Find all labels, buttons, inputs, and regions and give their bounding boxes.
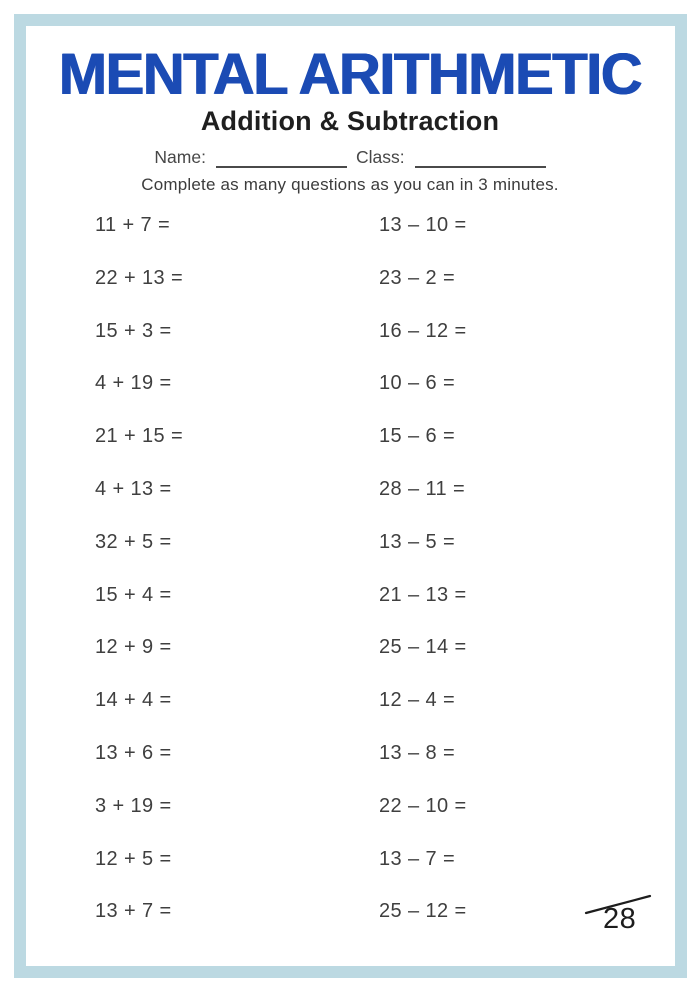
subtraction-problem: 12 – 4 =	[379, 689, 456, 712]
subtraction-problem: 13 – 8 =	[379, 741, 456, 764]
page-number-text: 28	[603, 903, 637, 935]
subtraction-problem: 13 – 10 =	[379, 214, 467, 236]
addition-problem: 14 + 4 =	[95, 689, 172, 712]
problems-grid	[95, 199, 645, 938]
addition-problem: 22 + 13 =	[95, 266, 184, 289]
addition-problem: 11 + 7 =	[95, 214, 171, 236]
problem-row	[95, 410, 645, 463]
problem-row	[95, 357, 645, 410]
worksheet-title: MENTAL ARITHMETIC	[58, 42, 642, 107]
subtraction-problem: 22 – 10 =	[379, 794, 467, 817]
subtraction-problem: 13 – 7 =	[379, 847, 456, 870]
problem-row	[95, 833, 645, 886]
class-blank-field	[415, 146, 546, 168]
addition-problem: 4 + 13 =	[95, 477, 172, 500]
problem-row	[95, 885, 645, 938]
subtraction-problem: 15 – 6 =	[379, 425, 456, 448]
problem-row	[95, 252, 645, 305]
problem-row	[95, 199, 645, 252]
problem-row	[95, 569, 645, 622]
problem-row	[95, 516, 645, 569]
class-label: Class:	[355, 147, 405, 167]
problem-row	[95, 305, 645, 358]
subtraction-problem: 23 – 2 =	[379, 266, 456, 289]
problem-row	[95, 463, 645, 516]
problem-row	[95, 727, 645, 780]
problem-row	[95, 674, 645, 727]
addition-problem: 13 + 6 =	[95, 741, 172, 764]
subtraction-problem: 21 – 13 =	[379, 583, 467, 606]
name-blank-field	[216, 146, 347, 168]
name-class-row	[0, 146, 700, 168]
subtraction-problem: 13 – 5 =	[379, 530, 456, 553]
addition-problem: 21 + 15 =	[95, 425, 184, 448]
addition-problem: 15 + 3 =	[95, 319, 172, 342]
addition-problem: 4 + 19 =	[95, 372, 172, 395]
addition-problem: 12 + 5 =	[95, 847, 172, 870]
problem-row	[95, 621, 645, 674]
instruction-text: Complete as many questions as you can in 3 minutes.	[141, 175, 559, 194]
subtraction-problem: 10 – 6 =	[379, 372, 456, 395]
subtraction-problem: 28 – 11 =	[379, 477, 466, 500]
page-number	[584, 892, 656, 944]
addition-problem: 12 + 9 =	[95, 636, 172, 659]
subtraction-problem: 25 – 12 =	[379, 900, 467, 923]
worksheet-subtitle: Addition & Subtraction	[200, 106, 500, 136]
addition-problem: 13 + 7 =	[95, 900, 172, 923]
subtraction-problem: 16 – 12 =	[379, 319, 467, 342]
addition-problem: 32 + 5 =	[95, 530, 172, 553]
addition-problem: 3 + 19 =	[95, 794, 172, 817]
addition-problem: 15 + 4 =	[95, 583, 172, 606]
name-label: Name:	[154, 147, 206, 167]
problem-row	[95, 780, 645, 833]
subtraction-problem: 25 – 14 =	[379, 636, 467, 659]
